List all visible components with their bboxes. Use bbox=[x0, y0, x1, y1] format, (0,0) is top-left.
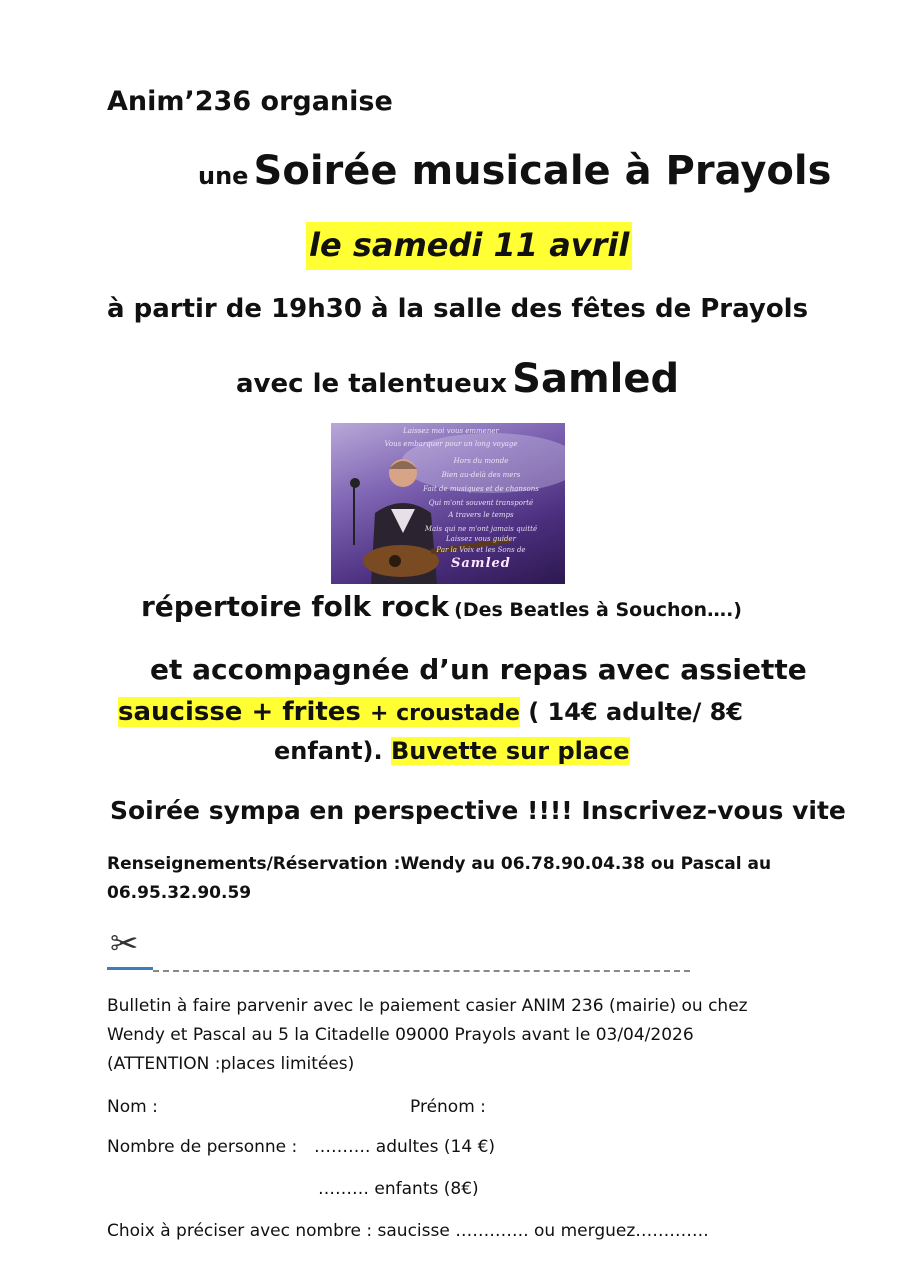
meal-child: enfant). bbox=[274, 737, 383, 765]
photo-caption-line: Fait de musiques et de chansons bbox=[423, 485, 539, 493]
form-prenom-label: Prénom : bbox=[410, 1097, 486, 1117]
artist-line bbox=[236, 356, 679, 402]
form-adults-field: ………. adultes (14 €) bbox=[314, 1137, 496, 1157]
event-date: le samedi 11 avril bbox=[306, 222, 632, 270]
photo-caption-line: A travers le temps bbox=[448, 511, 514, 519]
event-title bbox=[198, 148, 831, 194]
title-main: Soirée musicale à Prayols bbox=[253, 148, 832, 194]
form-choice-line: Choix à préciser avec nombre : saucisse …………. ou merguez…………. bbox=[107, 1221, 709, 1241]
photo-caption-line: Laissez vous guider bbox=[446, 535, 516, 543]
photo-caption-line: Mais qui ne m'ont jamais quitté bbox=[424, 525, 538, 533]
bulletin-line-3: (ATTENTION :places limitées) bbox=[107, 1054, 355, 1074]
meal-item-1: saucisse + frites bbox=[118, 697, 361, 727]
form-nom-label: Nom : bbox=[107, 1097, 158, 1117]
bulletin-line-2: Wendy et Pascal au 5 la Citadelle 09000 Prayols avant le 03/04/2026 bbox=[107, 1025, 694, 1045]
time-place: à partir de 19h30 à la salle des fêtes de Prayols bbox=[107, 294, 809, 324]
artist-prefix: avec le talentueux bbox=[236, 369, 508, 399]
artist-photo bbox=[331, 423, 565, 584]
buvette-highlight: Buvette sur place bbox=[391, 737, 630, 765]
artist-name: Samled bbox=[512, 356, 680, 402]
repertoire-line bbox=[141, 590, 742, 623]
organiser-line: Anim’236 organise bbox=[107, 86, 393, 117]
contact-line-1: Renseignements/Réservation :Wendy au 06.78.90.04.38 ou Pascal au bbox=[107, 854, 772, 874]
photo-artist-name: Samled bbox=[451, 556, 511, 571]
contact-line-2: 06.95.32.90.59 bbox=[107, 883, 252, 903]
photo-caption-line: Vous embarquer pour un long voyage bbox=[384, 440, 518, 448]
meal-line-1: et accompagnée d’un repas avec assiette bbox=[150, 653, 807, 686]
photo-caption-line: Laissez moi vous emmener bbox=[403, 427, 499, 435]
meal-highlight bbox=[118, 697, 520, 727]
cut-line bbox=[153, 970, 690, 972]
scissors-icon: ✂ bbox=[110, 924, 139, 964]
title-prefix: une bbox=[198, 162, 249, 190]
meal-price: ( 14€ adulte/ 8€ bbox=[519, 698, 743, 726]
cut-line-accent bbox=[107, 967, 153, 970]
form-children-field: ……… enfants (8€) bbox=[318, 1179, 479, 1199]
bulletin-line-1: Bulletin à faire parvenir avec le paiement casier ANIM 236 (mairie) ou chez bbox=[107, 996, 748, 1016]
photo-caption-line: Qui m'ont souvent transporté bbox=[428, 499, 534, 507]
meal-line-3 bbox=[274, 737, 630, 765]
meal-line-2 bbox=[118, 697, 743, 727]
tagline: Soirée sympa en perspective !!!! Inscrivez-vous vite bbox=[110, 796, 846, 825]
meal-item-2: + croustade bbox=[369, 701, 520, 726]
photo-caption-line: Par la Voix et les Sons de bbox=[436, 546, 526, 554]
form-count-label: Nombre de personne : bbox=[107, 1137, 298, 1157]
photo-caption-line: Hors du monde bbox=[453, 457, 509, 465]
photo-caption-line: Bien au-delà des mers bbox=[441, 471, 521, 479]
repertoire-detail: (Des Beatles à Souchon….) bbox=[454, 599, 742, 621]
repertoire-main: répertoire folk rock bbox=[141, 590, 450, 623]
